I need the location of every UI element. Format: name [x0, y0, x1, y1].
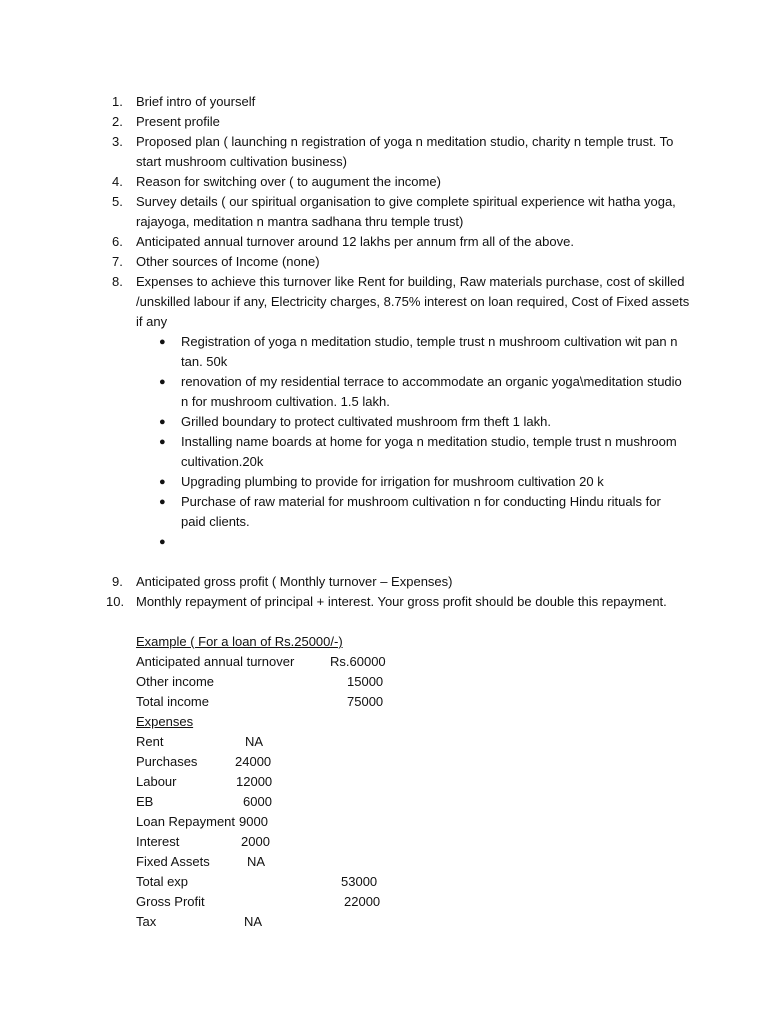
bullet-icon: ● — [159, 336, 166, 348]
bullet-text: cultivation.20k — [181, 454, 264, 469]
list-item-text: /unskilled labour if any, Electricity charges, 8.75% interest on loan required, Cost of Fixed assets — [136, 294, 690, 309]
bullet-text: Grilled boundary to protect cultivated mushroom frm theft 1 lakh. — [181, 414, 551, 429]
bullet-text: renovation of my residential terrace to accommodate an organic yoga\meditation studio — [181, 374, 682, 389]
bullet-text: Upgrading plumbing to provide for irrigation for mushroom cultivation 20 k — [181, 474, 604, 489]
list-item-text: Anticipated gross profit ( Monthly turnover – Expenses) — [136, 574, 453, 589]
list-item-text: Other sources of Income (none) — [136, 254, 320, 269]
bullet-text: Installing name boards at home for yoga n meditation studio, temple trust n mushroom — [181, 434, 677, 449]
document-page: 1. Brief intro of yourself 2. Present profile 3. Proposed plan ( launching n registration of yoga n meditation studio, charity n temple trust. To start mushroom cultivation business) 4. Reason for switching over ( to augument the income) 5. Survey details ( our spiritual organisation to give complete spiritual experience wit hatha yoga, rajayoga, meditation n mantra sadhana thru temple trust) 6. Anticipated annual turnover around 12 lakhs per annum frm all of the above. 7. Other sources of Income (none) 8. Expenses to achieve this turnover like Rent for building, Raw materials purchase, cost of skilled /unskilled labour if any, Electricity charges, 8.75% interest on loan required, Cost of Fixed assets if any ● Registration of yoga n meditation studio, temple trust n mushroom cultivation wit pan n tan. 50k ● renovation of my residential terrace to accommodate an organic yoga\meditation studio n for mushroom cultivation. 1.5 lakh. ● Grilled boundary to protect cultivated mushroom frm theft 1 lakh. ● Installing name boards at home for yoga n meditation studio, temple trust n mushroom cultivation.20k ● Upgrading plumbing to provide for irrigation for mushroom cultivation 20 k ● Purchase of raw material for mushroom cultivation n for conducting Hindu rituals for paid clients. ● 9. Anticipated gross profit ( Monthly turnover – Expenses) 10. Monthly repayment of principal + interest. Your gross profit should be double this repayment. Example ( For a loan of Rs.25000/-) Anticipated annual turnover Rs.60000 Other income 15000 Total income 75000 Expenses Rent NA Purchases 24000 Labour 12000 EB 6000 Loan Repayment 9000 Interest 2000 Fixed Assets NA Total exp 53000 Gross Profit 22000 Tax NA — [106, 94, 690, 929]
bullet-icon: ● — [159, 436, 166, 448]
bullet-text: Registration of yoga n meditation studio, temple trust n mushroom cultivation wit pan n — [181, 334, 678, 349]
list-item-text: Survey details ( our spiritual organisation to give complete spiritual experience wit hatha yoga, — [136, 194, 676, 209]
bullet-icon: ● — [159, 476, 166, 488]
bullet-text: Purchase of raw material for mushroom cultivation n for conducting Hindu rituals for — [181, 494, 661, 509]
bullet-icon: ● — [159, 536, 166, 548]
list-item-text: Brief intro of yourself — [136, 94, 256, 109]
list-item-text: Expenses to achieve this turnover like Rent for building, Raw materials purchase, cost of skilled — [136, 274, 685, 289]
list-item-text: if any — [136, 314, 168, 329]
bullet-text: n for mushroom cultivation. 1.5 lakh. — [181, 394, 390, 409]
bullet-text: paid clients. — [181, 514, 250, 529]
bullet-icon: ● — [159, 376, 166, 388]
list-item-text: Monthly repayment of principal + interest. Your gross profit should be double this repayment. — [136, 594, 667, 609]
bullet-icon: ● — [159, 496, 166, 508]
list-item-text: Present profile — [136, 114, 220, 129]
list-item-text: rajayoga, meditation n mantra sadhana thru temple trust) — [136, 214, 464, 229]
list-item-text: Proposed plan ( launching n registration of yoga n meditation studio, charity n temple trust. To — [136, 134, 674, 149]
list-item-text: Reason for switching over ( to augument the income) — [136, 174, 441, 189]
list-item-text: Anticipated annual turnover around 12 lakhs per annum frm all of the above. — [136, 234, 574, 249]
list-item-text: start mushroom cultivation business) — [136, 154, 347, 169]
bullet-icon: ● — [159, 416, 166, 428]
bullet-text: tan. 50k — [181, 354, 228, 369]
